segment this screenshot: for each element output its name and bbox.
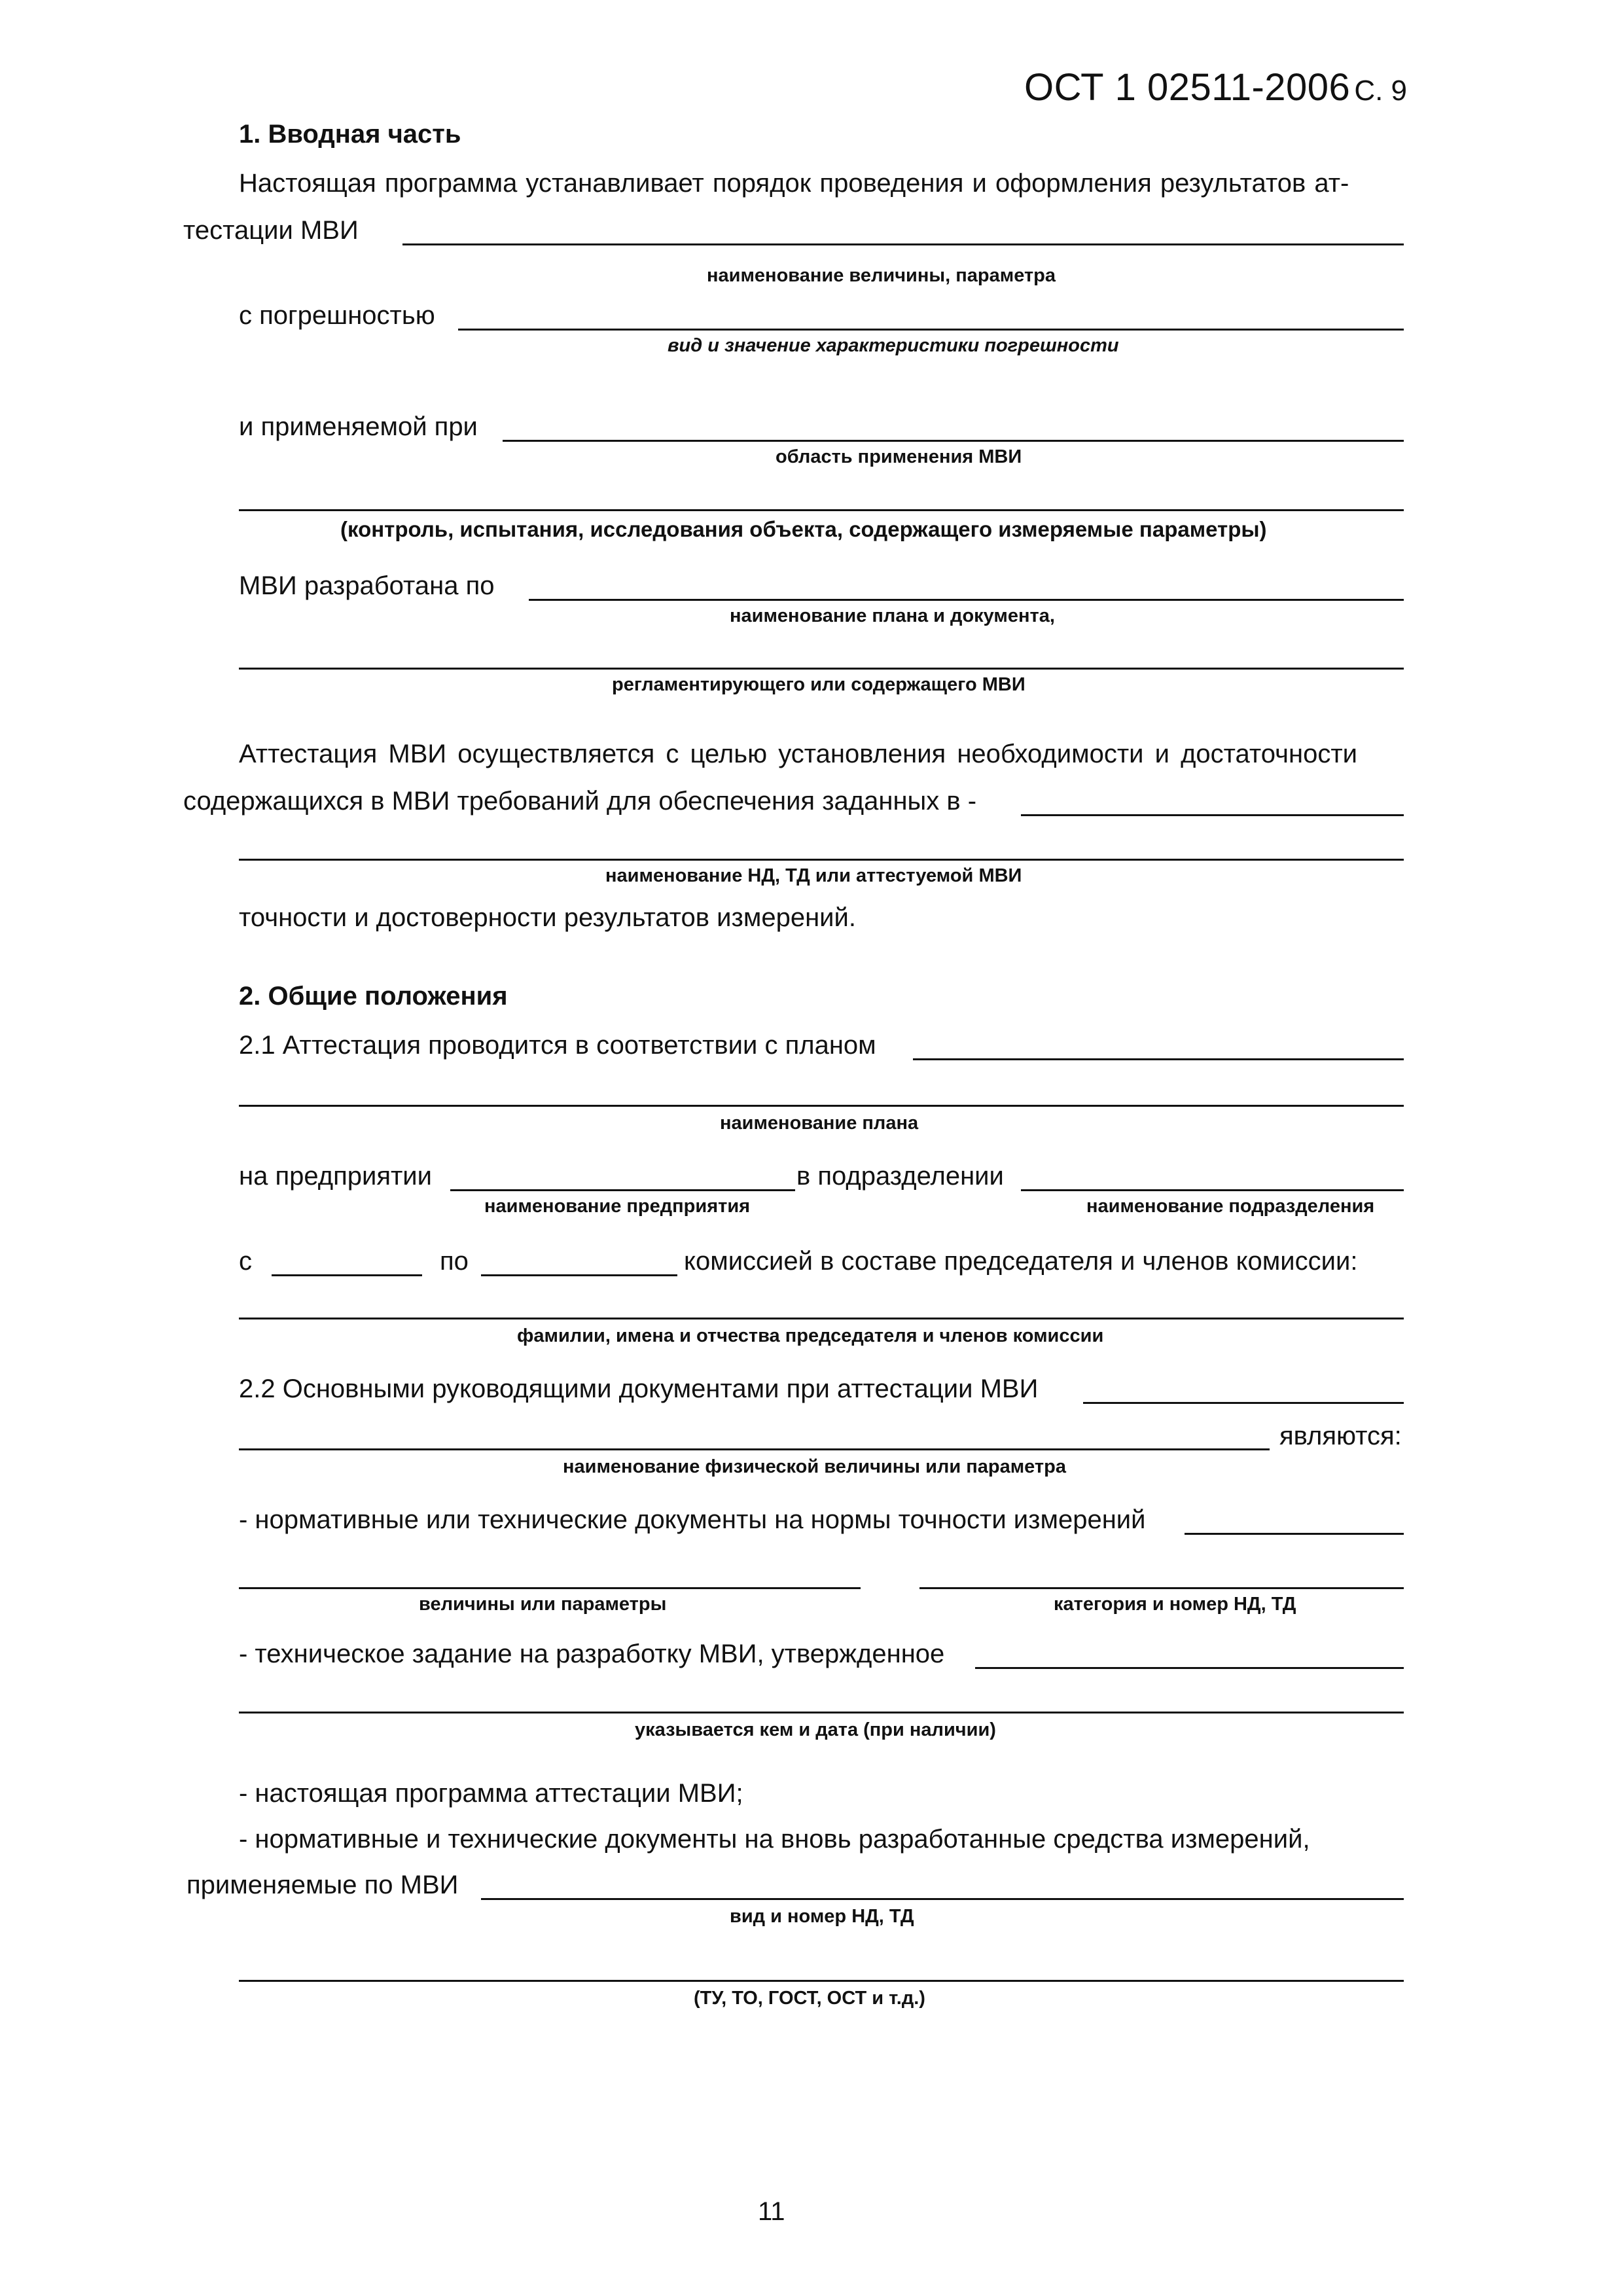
caption-plan: наименование плана (720, 1113, 919, 1134)
caption-values: величины или параметры (419, 1594, 667, 1615)
blank-line-scope (503, 440, 1404, 442)
purpose-para-line1: Аттестация МВИ осуществляется с целью установления необходимости и достаточности (239, 740, 1357, 768)
caption-physical: наименование физической величины или параметра (563, 1456, 1066, 1477)
item-norm-docs: - нормативные или технические документы на нормы точности измерений (239, 1505, 1146, 1534)
blank-line-physical (239, 1448, 1270, 1450)
blank-line-2-2 (1083, 1402, 1404, 1404)
clause-2-1: 2.1 Аттестация проводится в соответствии с планом (239, 1031, 876, 1060)
blank-line-from-date (272, 1274, 422, 1276)
blank-line-type-number (481, 1898, 1404, 1900)
to-label: по (440, 1247, 469, 1276)
blank-line-regulating (239, 668, 1404, 670)
blank-line-types (239, 1980, 1404, 1982)
page-header (1024, 65, 1407, 109)
blank-line-purpose (1021, 814, 1404, 816)
intro-para-line2: тестации МВИ (183, 216, 359, 245)
item-new-docs-line1: - нормативные и технические документы на вновь разработанные средства измерений, (239, 1825, 1310, 1854)
blank-line-who-date (239, 1712, 1404, 1713)
blank-line-values (239, 1587, 861, 1589)
blank-line-norm (1185, 1533, 1404, 1535)
caption-names: фамилии, имена и отчества председателя и членов комиссии (517, 1325, 1104, 1346)
caption-regulating: регламентирующего или содержащего МВИ (612, 674, 1026, 695)
division-label: в подразделении (796, 1162, 1004, 1191)
blank-line-scope2 (239, 509, 1404, 511)
section1-title: 1. Вводная часть (239, 120, 461, 149)
clause-2-2: 2.2 Основными руководящими документами при аттестации МВИ (239, 1374, 1039, 1403)
commission-text: комиссией в составе председателя и членов комиссии: (684, 1247, 1358, 1276)
applied-label: и применяемой при (239, 412, 478, 441)
enterprise-label: на предприятии (239, 1162, 432, 1191)
caption-quantity: наименование величины, параметра (707, 265, 1056, 286)
caption-division: наименование подразделения (1086, 1196, 1375, 1217)
caption-enterprise: наименование предприятия (484, 1196, 751, 1217)
caption-scope2: (контроль, испытания, исследования объекта, содержащего измеряемые параметры) (340, 517, 1267, 541)
item-new-docs-line2: применяемые по МВИ (187, 1871, 459, 1899)
blank-line-quantity (402, 243, 1404, 245)
from-label: с (239, 1247, 252, 1276)
blank-line-enterprise (450, 1189, 795, 1191)
standard-code: ОСТ 1 02511-2006 (1024, 66, 1351, 109)
item-program: - настоящая программа аттестации МВИ; (239, 1779, 743, 1808)
purpose-para-line3: точности и достоверности результатов измерений. (239, 903, 856, 932)
blank-line-accuracy (458, 329, 1404, 331)
accuracy-label: с погрешностью (239, 301, 435, 330)
developed-label: МВИ разработана по (239, 571, 495, 600)
caption-plan-doc: наименование плана и документа, (730, 605, 1055, 626)
section2-title: 2. Общие положения (239, 982, 508, 1011)
blank-line-plan (913, 1058, 1404, 1060)
caption-type-number: вид и номер НД, ТД (730, 1906, 914, 1927)
blank-line-category (919, 1587, 1404, 1589)
blank-line-division (1021, 1189, 1404, 1191)
blank-line-plan2 (239, 1105, 1404, 1107)
purpose-para-line2: содержащихся в МВИ требований для обеспечения заданных в - (183, 787, 977, 816)
blank-line-nd-td (239, 859, 1404, 861)
caption-nd-td: наименование НД, ТД или аттестуемой МВИ (605, 865, 1022, 886)
blank-line-tech-task (975, 1667, 1404, 1669)
blank-line-to-date (481, 1274, 677, 1276)
caption-who-date: указывается кем и дата (при наличии) (635, 1719, 996, 1740)
caption-scope: область применения МВИ (776, 446, 1022, 467)
are-label: являются: (1279, 1422, 1402, 1450)
page-number: 11 (758, 2197, 785, 2226)
intro-para-line1: Настоящая программа устанавливает порядок проведения и оформления результатов ат- (239, 169, 1349, 198)
sheet-number: С. 9 (1354, 75, 1408, 107)
caption-accuracy: вид и значение характеристики погрешности (668, 335, 1119, 356)
caption-category: категория и номер НД, ТД (1054, 1594, 1296, 1615)
blank-line-names (239, 1318, 1404, 1319)
caption-types: (ТУ, ТО, ГОСТ, ОСТ и т.д.) (694, 1988, 925, 2009)
item-tech-task: - техническое задание на разработку МВИ, утвержденное (239, 1640, 945, 1668)
blank-line-developed (529, 599, 1404, 601)
